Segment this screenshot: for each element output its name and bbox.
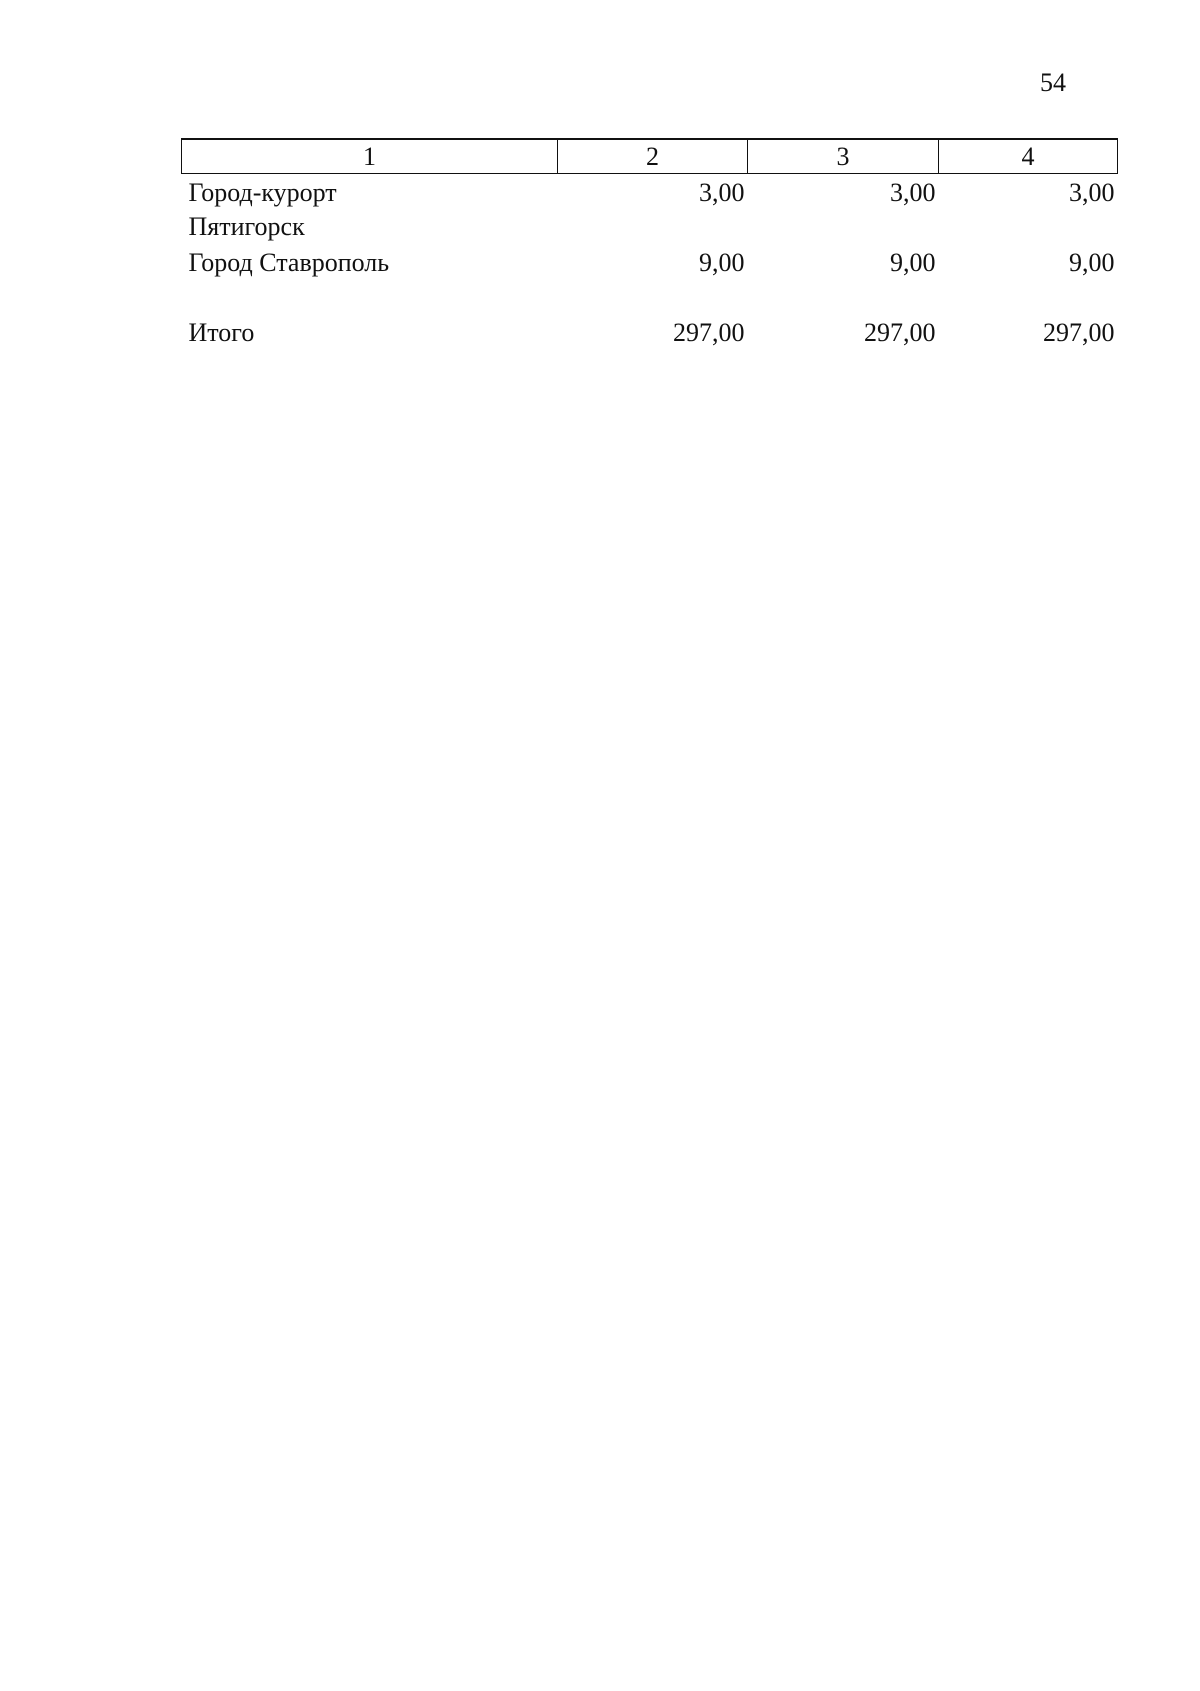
row-name-cell xyxy=(182,174,558,245)
table-spacer-row xyxy=(182,280,1118,314)
value-cell: 3,00 xyxy=(890,178,936,207)
row-name-line: Пятигорск xyxy=(188,212,305,241)
column-header-1: 1 xyxy=(182,139,558,174)
table-body xyxy=(182,174,1118,351)
row-name-cell xyxy=(182,244,558,280)
row-name-line: Город-курорт xyxy=(188,178,337,207)
value-cell: 3,00 xyxy=(699,178,745,207)
row-name-line: Город Ставрополь xyxy=(188,248,390,277)
table-row xyxy=(182,244,1118,280)
column-header-2: 2 xyxy=(558,139,748,174)
data-table xyxy=(181,138,1118,350)
page-number: 54 xyxy=(1040,68,1066,97)
value-cell: 3,00 xyxy=(1069,178,1115,207)
table-header xyxy=(182,139,1118,174)
total-label: Итого xyxy=(188,318,255,347)
value-cell: 9,00 xyxy=(1069,248,1115,277)
total-value-cell: 297,00 xyxy=(673,318,745,347)
total-row xyxy=(182,314,1118,350)
column-header-4: 4 xyxy=(939,139,1118,174)
table-row xyxy=(182,174,1118,245)
total-value-cell: 297,00 xyxy=(864,318,936,347)
value-cell: 9,00 xyxy=(890,248,936,277)
data-table-container xyxy=(181,138,1117,350)
total-value-cell: 297,00 xyxy=(1043,318,1115,347)
header-row xyxy=(182,139,1118,174)
column-header-3: 3 xyxy=(748,139,939,174)
value-cell: 9,00 xyxy=(699,248,745,277)
